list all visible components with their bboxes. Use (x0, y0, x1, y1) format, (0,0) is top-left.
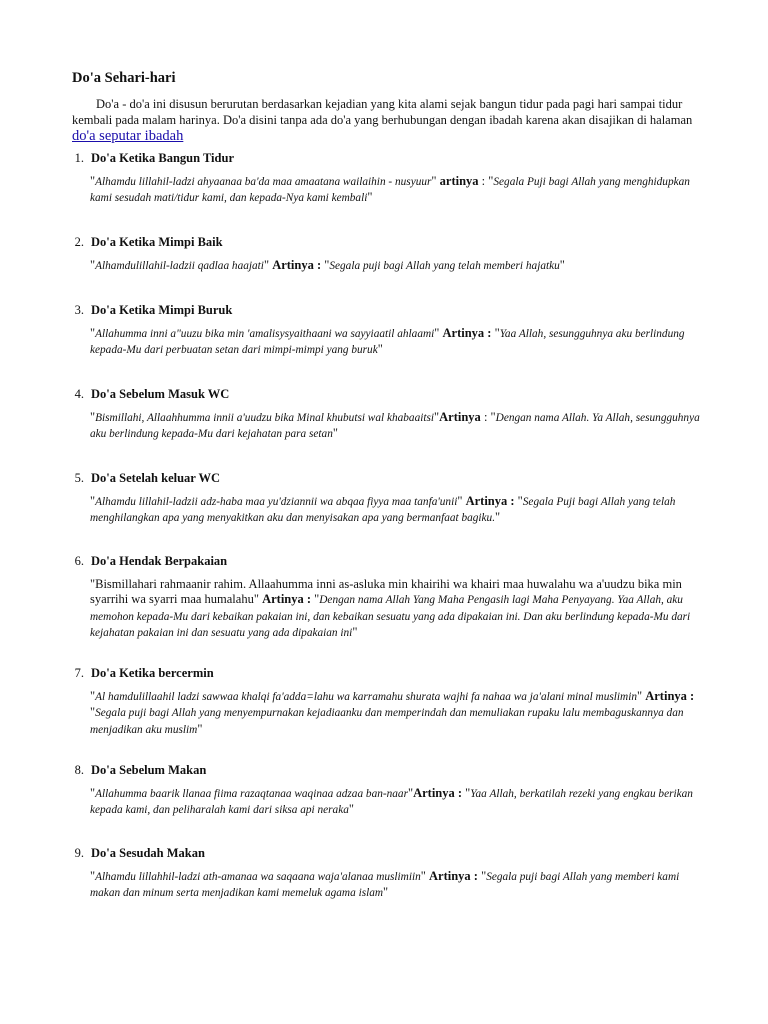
item-title: Do'a Sebelum Masuk WC (91, 387, 230, 401)
doa-item-6 (72, 554, 704, 642)
translation-text: Dengan nama Allah Yang Maha Pengasih lagi Maha Penyayang. Yaa Allah, aku memohon kepada-Mu dari kebaikan pakaian ini, dan kebaikan sesuatu yang ada dipakaian ini. Dan aku berlindung kepada-Mu dari kejahatan pakaian ini dan sesuatu yang ada dipakaian ini (90, 594, 691, 640)
artinya-label: Artinya : (413, 786, 463, 800)
item-number: 8. (74, 763, 84, 777)
doa-item-5 (72, 471, 704, 527)
translation-text: Yaa Allah, sesungguhnya aku berlindung kepada-Mu dari perbuatan setan dari mimpi-mimpi yang buruk (90, 328, 685, 357)
latin-text: Alhamdu lillahhil-ladzi ath-amanaa wa saqaana waja'alanaa muslimiin (95, 871, 421, 883)
item-body: "Allahumma inni a"uuzu bika min 'amalisysyaithaani wa sayyiaatil ahlaami" Artinya : "Yaa Allah, sesungguhnya aku berlindung kepada-Mu dari perbuatan setan dari mimpi-mimpi yang buruk" (90, 326, 685, 357)
latin-text-quoted: "Bismillahari rahmaanir rahim. Allaahumma inni as-asluka min khairihi wa khairi maa huwalahu wa a'uudzu bika min syarrihi wa syarri maa humalahu" (90, 577, 682, 607)
artinya-label: Artinya : (465, 494, 515, 508)
item-title: Do'a Sesudah Makan (91, 846, 205, 860)
item-title: Do'a Ketika Bangun Tidur (91, 151, 234, 165)
page-title: Do'a Sehari-hari (72, 70, 176, 86)
artinya-separator: : (480, 410, 491, 424)
artinya-label: Artinya : (429, 869, 478, 883)
latin-text: Al hamdulillaahil ladzi sawwaa khalqi fa'adda=lahu wa karramahu shurata wajhi fa nahaa wa ja'alani minal muslimin (95, 691, 637, 703)
doa-item-1 (72, 151, 704, 207)
item-body: "Bismillahi, Allaahhumma innii a'uudzu bika Minal khubutsi wal khabaaitsi"Artinya : "Dengan nama Allah. Ya Allah, sesungguhnya aku berlindung kepada-Mu dari kejahatan para setan" (90, 410, 700, 441)
item-body: "Al hamdulillaahil ladzi sawwaa khalqi fa'adda=lahu wa karramahu shurata wajhi fa nahaa wa ja'alani minal muslimin" Artinya : "Segala puji bagi Allah yang menyempurnakan kejadiaanku dan memperindah dan memuliakan rupaku lalu membaguskannya dan menjadikan aku muslim" (90, 689, 695, 736)
artinya-label: artinya (439, 174, 479, 188)
latin-text: Allahumma inni a"uuzu bika min 'amalisysyaithaani wa sayyiaatil ahlaami (95, 328, 435, 340)
artinya-label: Artinya : (442, 326, 492, 340)
artinya-label: Artinya : (272, 258, 322, 272)
doa-seputar-ibadah-link[interactable]: do'a seputar ibadah (72, 128, 184, 144)
item-title: Do'a Ketika bercermin (91, 666, 214, 680)
latin-text: Bismillahari rahmaanir rahim. Allaahumma inni as-asluka min khairihi wa khairi maa huwalahu wa a'uudzu bika min syarrihi wa syarri maa humalahu (90, 577, 682, 607)
item-title: Do'a Setelah keluar WC (91, 471, 221, 485)
item-number: 7. (74, 666, 84, 680)
artinya-label: Artinya (439, 410, 481, 424)
item-body: "Allahumma baarik llanaa fiima razaqtanaa waqinaa adzaa ban-naar"Artinya : "Yaa Allah, berkatilah rezeki yang engkau berikan kepada kami, dan peliharalah kami dari siksa api neraka" (90, 786, 693, 817)
item-number: 5. (74, 471, 84, 485)
doa-item-9 (72, 846, 704, 902)
doa-item-4 (72, 387, 704, 443)
item-number: 1. (74, 151, 84, 165)
item-number: 4. (74, 387, 84, 401)
item-body: "Alhamdu lillahil-ladzii adz-haba maa yu'dziannii wa abqaa fiyya maa tanfa'unii" Artinya : "Segala Puji bagi Allah yang telah menghilangkan apa yang menyakitkan aku dan menyisakan apa yang bermanfaat bagiku." (90, 494, 676, 525)
latin-text: Alhamdulillahil-ladzii qadlaa haajati (95, 260, 264, 272)
item-body: "Bismillahari rahmaanir rahim. Allaahumma inni as-asluka min khairihi wa khairi maa huwalahu wa a'uudzu bika min syarrihi wa syarri maa humalahu" Artinya : "Dengan nama Allah Yang Maha Pengasih lagi Maha Penyayang. Yaa Allah, aku memohon kepada-Mu dari kebaikan pakaian ini, dan kebaikan sesuatu yang ada dipakaian ini. Dan aku berlindung kepada-Mu dari kejahatan pakaian ini dan sesuatu yang ada dipakaian ini" (90, 577, 691, 640)
translation-text: Segala puji bagi Allah yang memberi kami makan dan minum serta menjadikan kami memeluk agama islam (90, 871, 680, 900)
translation-text: Yaa Allah, berkatilah rezeki yang engkau berikan kepada kami, dan peliharalah kami dari siksa api neraka (90, 788, 693, 817)
translation-text: Segala puji bagi Allah yang menyempurnakan kejadiaanku dan memperindah dan memuliakan rupaku lalu membaguskannya dan menjadikan aku muslim (90, 707, 684, 736)
doa-item-2 (72, 235, 704, 274)
artinya-separator: : (478, 174, 489, 188)
doa-item-3 (72, 303, 704, 359)
artinya-label: Artinya : (262, 592, 312, 607)
item-title: Do'a Hendak Berpakaian (91, 554, 228, 568)
doa-item-8 (72, 763, 704, 819)
translation-text: Segala puji bagi Allah yang telah memberi hajatku (329, 260, 560, 272)
item-title: Do'a Sebelum Makan (91, 763, 207, 777)
item-number: 6. (74, 554, 84, 568)
item-number: 3. (74, 303, 84, 317)
intro-text: Do'a - do'a ini disusun berurutan berdasarkan kejadian yang kita alami sejak bangun tidur pada pagi hari sampai tidur kembali pada malam harinya. Do'a disini tanpa ada do'a yang berhubungan dengan ibadah karena akan disajikan di halaman (72, 97, 693, 127)
intro-paragraph (72, 97, 704, 145)
doa-item-7 (72, 666, 704, 738)
item-body: "Alhamdulillahil-ladzii qadlaa haajati" Artinya : "Segala puji bagi Allah yang telah memberi hajatku" (90, 258, 565, 272)
item-number: 2. (74, 235, 84, 249)
latin-text: Alhamdu lillahil-ladzi ahyaanaa ba'da maa amaatana wailaihin - nusyuur (95, 176, 432, 188)
translation-text: Dengan nama Allah. Ya Allah, sesungguhnya aku berlindung kepada-Mu dari kejahatan para setan (90, 412, 700, 441)
item-body: "Alhamdu lillahhil-ladzi ath-amanaa wa saqaana waja'alanaa muslimiin" Artinya : "Segala puji bagi Allah yang memberi kami makan dan minum serta menjadikan kami memeluk agama islam" (90, 869, 680, 900)
item-body: "Alhamdu lillahil-ladzi ahyaanaa ba'da maa amaatana wailaihin - nusyuur" artinya : "Segala Puji bagi Allah yang menghidupkan kami sesudah mati/tidur kami, dan kepada-Nya kami kembali" (90, 174, 690, 205)
latin-text: Bismillahi, Allaahhumma innii a'uudzu bika Minal khubutsi wal khabaaitsi (95, 412, 435, 424)
item-title: Do'a Ketika Mimpi Baik (91, 235, 223, 249)
item-number: 9. (74, 846, 84, 860)
translation-text: Segala Puji bagi Allah yang telah menghilangkan apa yang menyakitkan aku dan menyisakan apa yang bermanfaat bagiku. (90, 496, 676, 525)
item-title: Do'a Ketika Mimpi Buruk (91, 303, 233, 317)
translation-text: Segala Puji bagi Allah yang menghidupkan kami sesudah mati/tidur kami, dan kepada-Nya kami kembali (90, 176, 690, 205)
latin-text: Allahumma baarik llanaa fiima razaqtanaa waqinaa adzaa ban-naar (95, 788, 408, 800)
latin-text: Alhamdu lillahil-ladzii adz-haba maa yu'dziannii wa abqaa fiyya maa tanfa'unii (95, 496, 458, 508)
artinya-label: Artinya : (645, 689, 695, 703)
